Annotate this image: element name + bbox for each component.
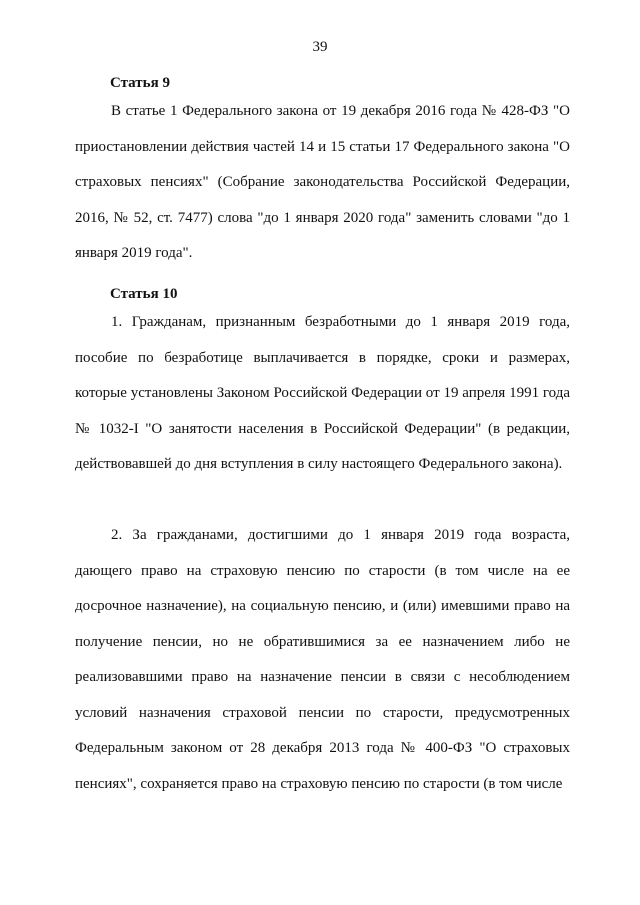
- article-9-heading: Статья 9: [110, 75, 170, 91]
- page-number: 39: [312, 39, 328, 55]
- article-9-text: В статье 1 Федерального закона от 19 декабря 2016 года № 428-ФЗ "О приостановлении действия частей 14 и 15 статьи 17 Федерального закона "О страховых пенсиях" (Собрание законодательства Российской Федерации, 2016, № 52, ст. 7477) слова "до 1 января 2020 года" заменить словами "до 1 января 2019 года".: [75, 103, 570, 261]
- article-10-heading: Статья 10: [110, 286, 178, 302]
- article-10-paragraph-2: 2. За гражданами, достигшими до 1 января 2019 года возраста, дающего право на страховую пенсию по старости (в том числе на ее досрочное назначение), на социальную пенсию, и (или) имевшими право на получение пенсии, но не обратившимися за ее назначением либо не реализовавшими право на назначение пенсии в связи с несоблюдением условий назначения страховой пенсии по старости, предусмотренных Федеральным законом от 28 декабря 2013 года № 400-ФЗ "О страховых пенсиях", сохраняется право на страховую пенсию по старости (в том числе: [75, 527, 570, 792]
- article-10-paragraph-1: 1. Гражданам, признанным безработными до 1 января 2019 года, пособие по безработице выплачивается в порядке, сроки и размерах, которые установлены Законом Российской Федерации от 19 апреля 1991 года № 1032-I "О занятости населения в Российской Федерации" (в редакции, действовавшей до дня вступления в силу настоящего Федерального закона).: [75, 314, 570, 472]
